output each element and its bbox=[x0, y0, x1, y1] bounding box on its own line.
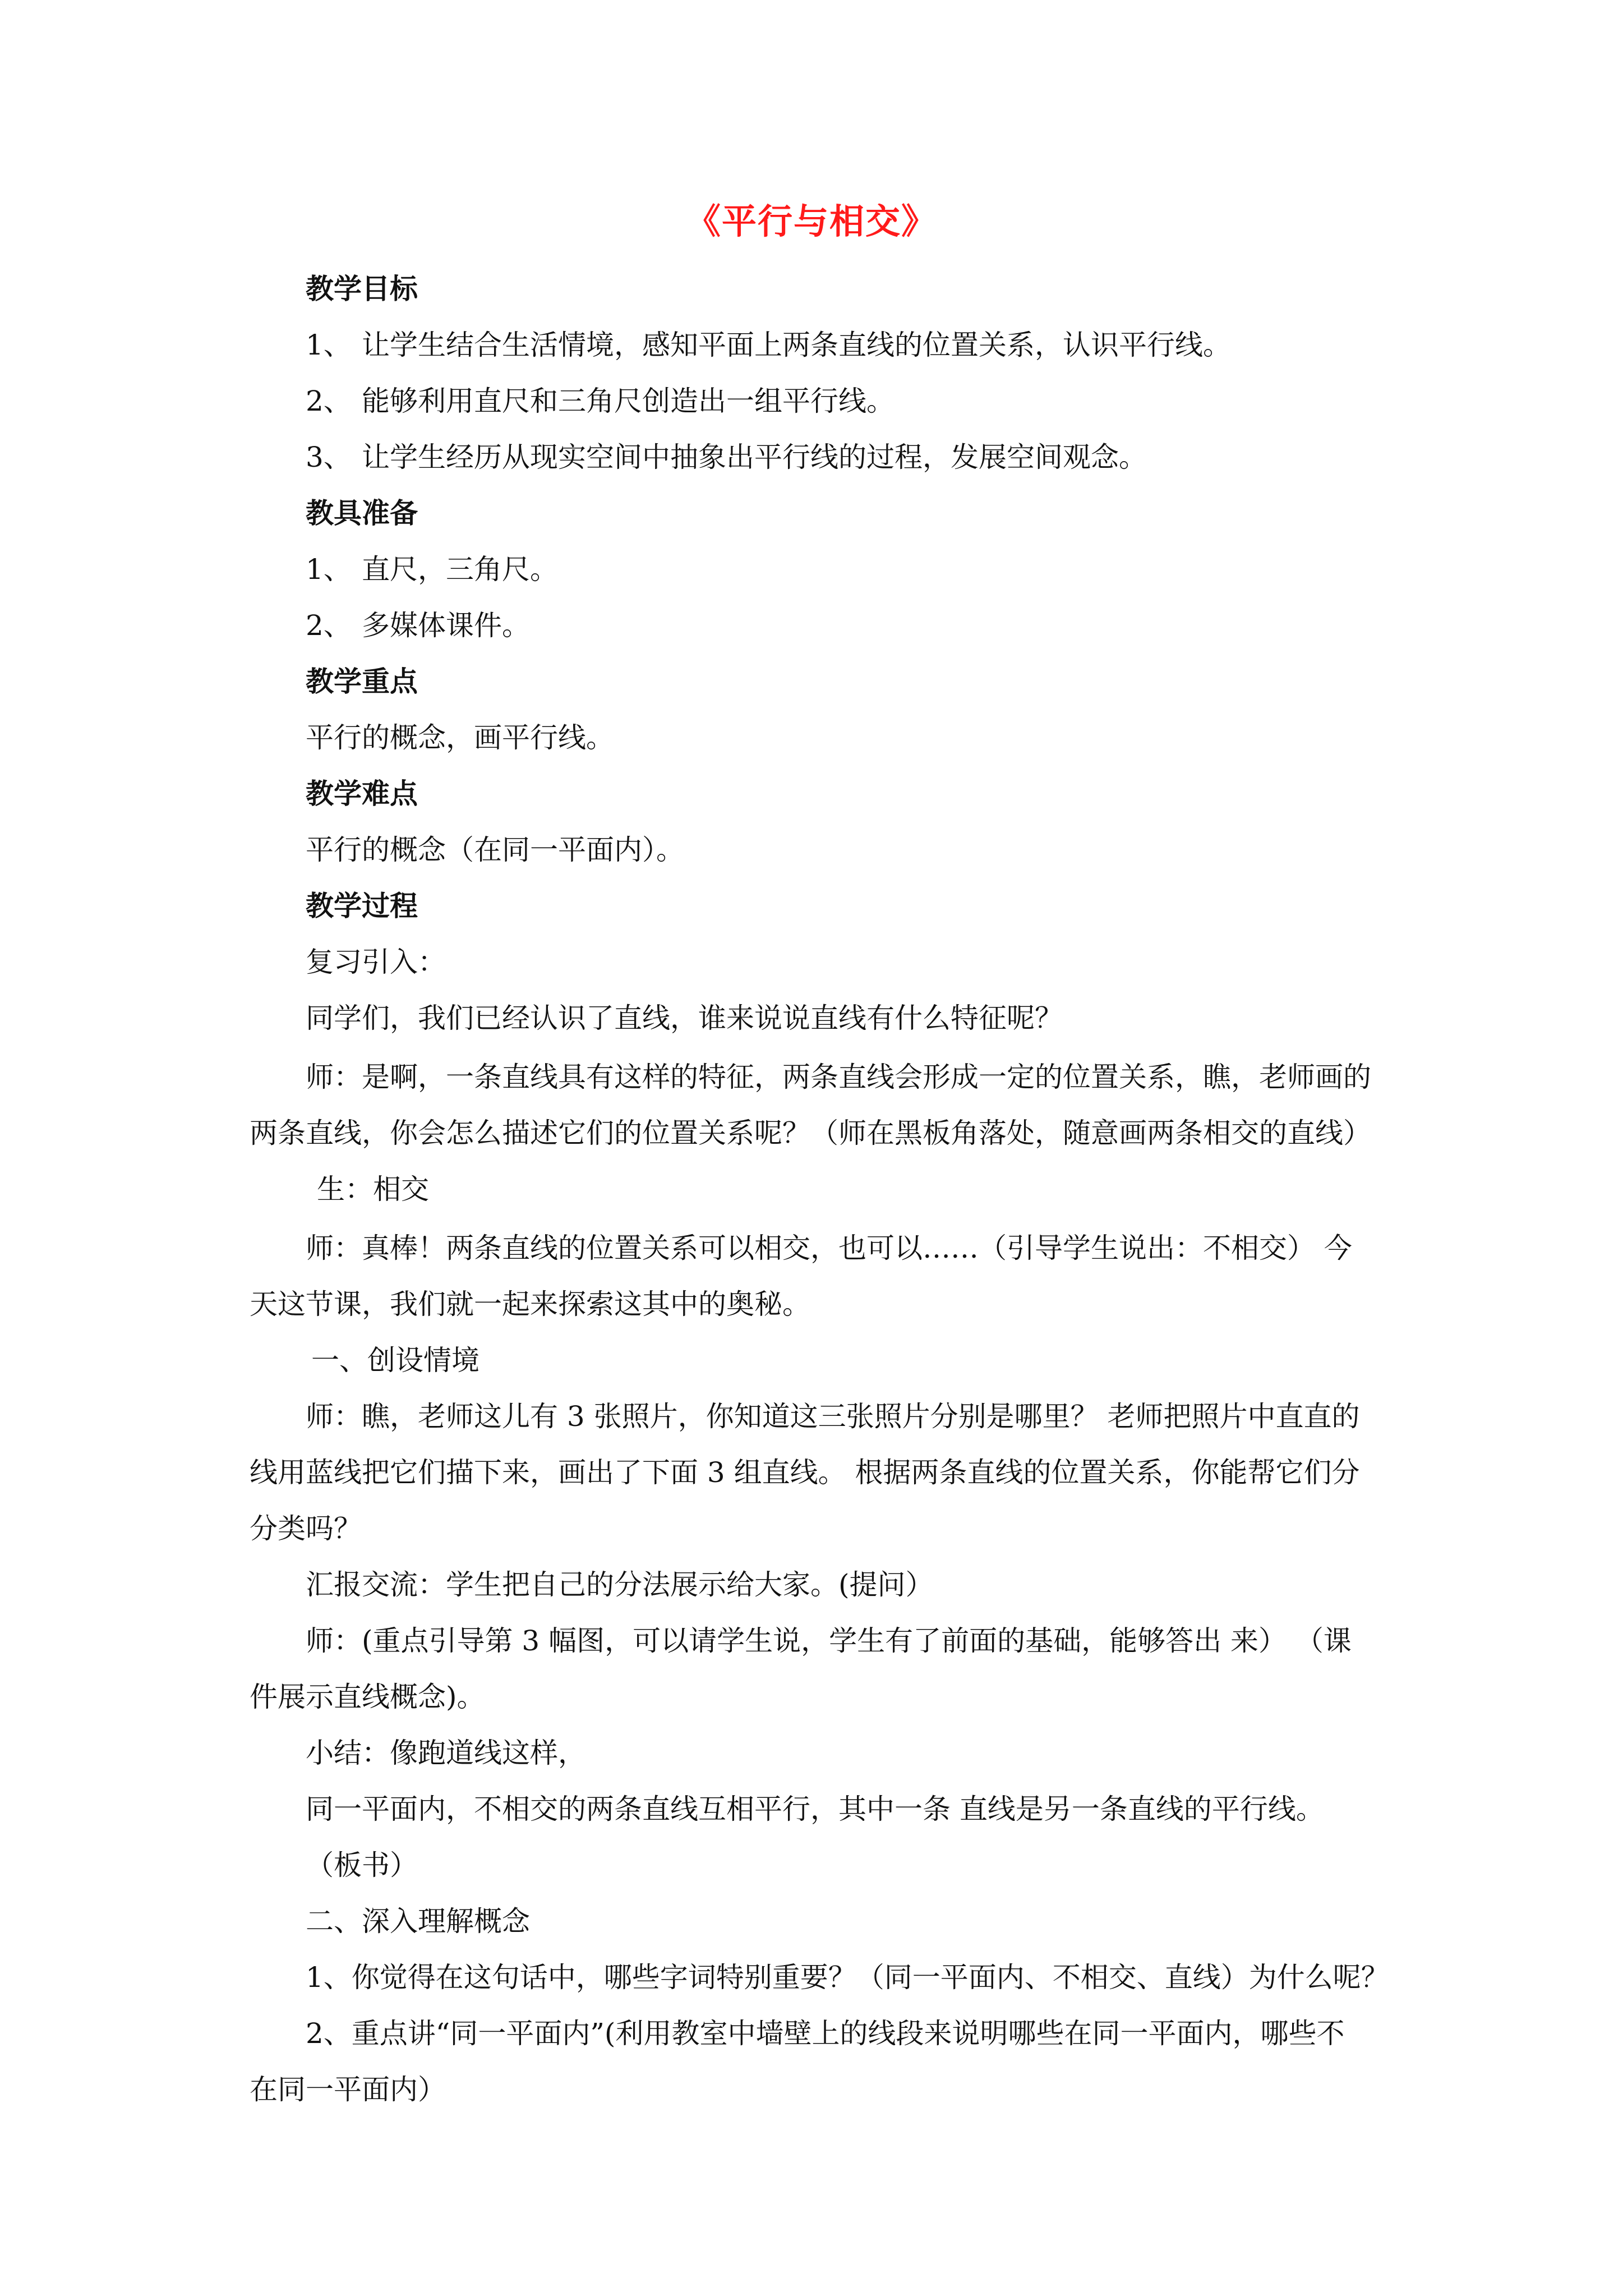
paragraph: 师：是啊，一条直线具有这样的特征，两条直线会形成一定的位置关系，瞧，老师画的 bbox=[306, 1061, 1371, 1093]
goal-text: 让学生经历从现实空间中抽象出平行线的过程，发展空间观念。 bbox=[362, 441, 1147, 473]
paragraph: 件展示直线概念)。 bbox=[250, 1681, 485, 1713]
goals-heading: 教学目标 bbox=[306, 272, 418, 305]
goal-text: 能够利用直尺和三角尺创造出一组平行线。 bbox=[362, 385, 895, 417]
tool-text: 直尺，三角尺。 bbox=[362, 553, 558, 586]
paragraph: 师：瞧，老师这儿有 3 张照片，你知道这三张照片分别是哪里？ 老师把照片中直直的 bbox=[306, 1400, 1360, 1433]
tool-item bbox=[306, 553, 558, 586]
paragraph: 分类吗？ bbox=[250, 1512, 362, 1545]
difficulty-heading: 教学难点 bbox=[306, 777, 418, 810]
paragraph: 在同一平面内） bbox=[250, 2073, 446, 2106]
goal-item bbox=[306, 440, 1147, 474]
difficulty-text: 平行的概念（在同一平面内）。 bbox=[306, 834, 684, 866]
paragraph: 师：(重点引导第 3 幅图，可以请学生说，学生有了前面的基础，能够答出 来） （课 bbox=[306, 1625, 1352, 1657]
paragraph: 生：相交 bbox=[317, 1173, 429, 1205]
goal-item bbox=[306, 328, 1231, 362]
tools-heading: 教具准备 bbox=[306, 496, 418, 530]
paragraph: 汇报交流：学生把自己的分法展示给大家。(提问） bbox=[306, 1568, 934, 1601]
tool-text: 多媒体课件。 bbox=[362, 609, 530, 642]
paragraph: 1、你觉得在这句话中，哪些字词特别重要？（同一平面内、不相交、直线）为什么呢？ bbox=[306, 1961, 1389, 1994]
paragraph: 2、重点讲“同一平面内”(利用教室中墙壁上的线段来说明哪些在同一平面内，哪些不 bbox=[306, 2017, 1345, 2050]
paragraph: 两条直线，你会怎么描述它们的位置关系呢？（师在黑板角落处，随意画两条相交的直线） bbox=[250, 1117, 1371, 1149]
paragraph: 小结：像跑道线这样， bbox=[306, 1737, 586, 1769]
part2-heading: 二、深入理解概念 bbox=[306, 1905, 530, 1938]
document-title: 《平行与相交》 bbox=[685, 201, 937, 242]
tool-number: 1、 bbox=[306, 553, 352, 586]
paragraph: 天这节课，我们就一起来探索这其中的奥秘。 bbox=[250, 1288, 810, 1320]
key-heading: 教学重点 bbox=[306, 665, 418, 698]
key-text: 平行的概念，画平行线。 bbox=[306, 721, 614, 754]
tool-number: 2、 bbox=[306, 609, 352, 642]
goal-number: 1、 bbox=[306, 329, 352, 361]
paragraph: 线用蓝线把它们描下来，画出了下面 3 组直线。 根据两条直线的位置关系，你能帮它们分 bbox=[250, 1456, 1360, 1489]
paragraph: 同一平面内，不相交的两条直线互相平行，其中一条 直线是另一条直线的平行线。 bbox=[306, 1793, 1324, 1825]
part1-heading: 一、创设情境 bbox=[311, 1344, 479, 1377]
goal-item bbox=[306, 384, 895, 418]
process-heading: 教学过程 bbox=[306, 889, 418, 922]
paragraph: 师：真棒！两条直线的位置关系可以相交，也可以……（引导学生说出：不相交） 今 bbox=[306, 1232, 1352, 1264]
goal-number: 2、 bbox=[306, 385, 352, 417]
tool-item bbox=[306, 609, 530, 642]
review-label: 复习引入： bbox=[306, 946, 446, 978]
paragraph: 同学们，我们已经认识了直线，谁来说说直线有什么特征呢？ bbox=[306, 1002, 1063, 1034]
goal-number: 3、 bbox=[306, 441, 352, 473]
goal-text: 让学生结合生活情境，感知平面上两条直线的位置关系，认识平行线。 bbox=[362, 329, 1231, 361]
paragraph: （板书） bbox=[306, 1849, 418, 1881]
